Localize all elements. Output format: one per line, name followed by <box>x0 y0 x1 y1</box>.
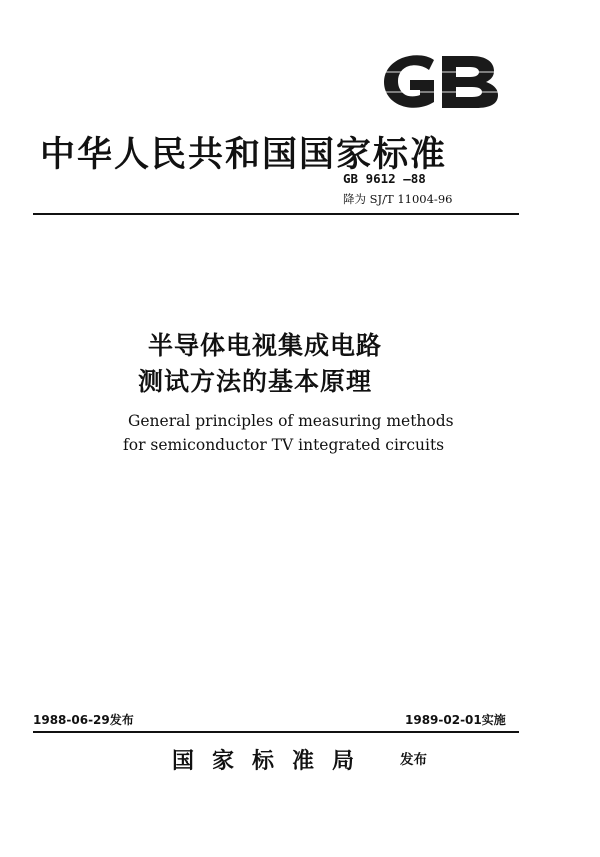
english-title-line-1: General principles of measuring methods <box>128 412 454 430</box>
issuing-authority: 国家标准局 <box>172 748 373 774</box>
header-divider <box>33 213 519 215</box>
chinese-title-line-2: 测试方法的基本原理 <box>138 367 373 396</box>
issue-date: 1988-06-29发布 <box>33 713 134 727</box>
footer-divider <box>33 731 519 733</box>
standard-replacement-note: 降为 SJ/T 11004-96 <box>343 192 453 206</box>
gb-logo-graphic <box>382 52 500 110</box>
standard-number: GB 9612 —88 <box>343 171 426 186</box>
effective-date: 1989-02-01实施 <box>405 713 506 727</box>
national-standard-title: 中华人民共和国国家标准 <box>40 135 448 175</box>
chinese-title-line-1: 半导体电视集成电路 <box>148 331 383 360</box>
gb-logo <box>382 52 500 110</box>
english-title-line-2: for semiconductor TV integrated circuits <box>123 436 445 454</box>
issued-label: 发布 <box>400 752 427 768</box>
